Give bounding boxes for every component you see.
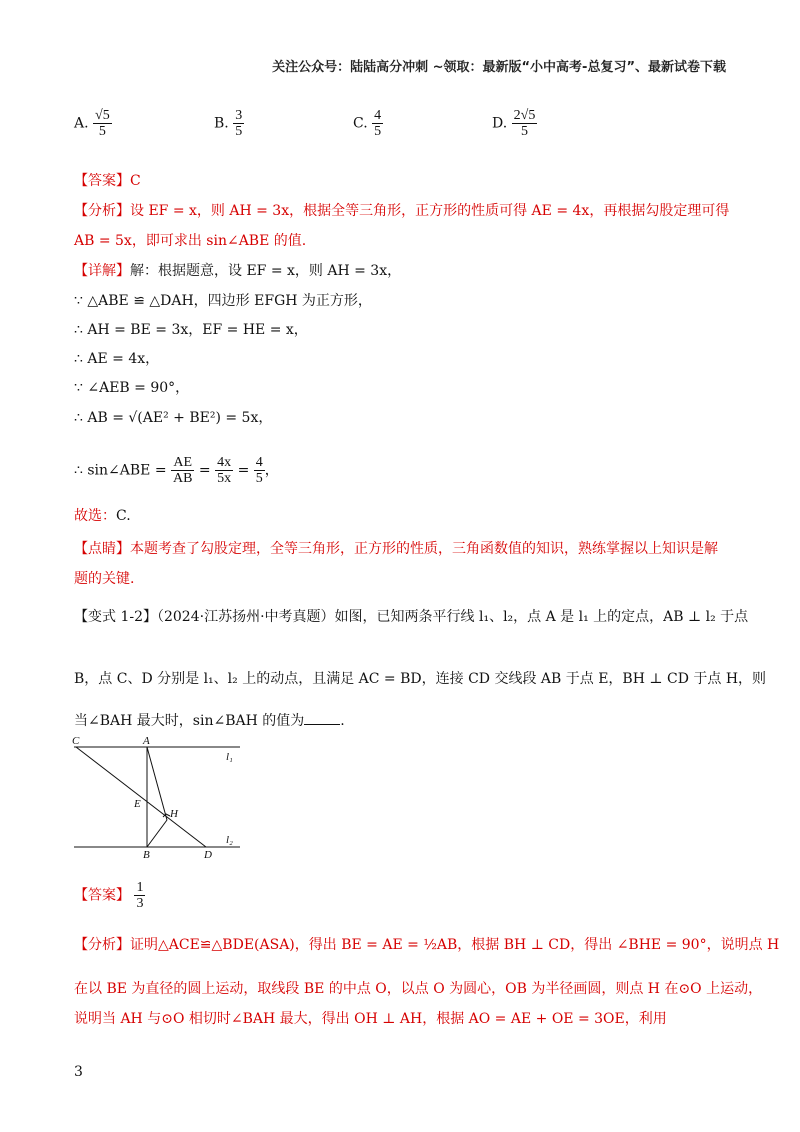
option-d-fraction <box>512 108 538 139</box>
variant-line-2: B，点 C、D 分别是 l₁、l₂ 上的动点，且满足 AC = BD，连接 CD 交线段 AB 于点 E，BH ⊥ CD 于点 H，则 <box>74 671 767 687</box>
option-c-num: 4 <box>374 108 382 123</box>
detail-text: 解：根据题意，设 EF = x，则 AH = 3x， <box>130 263 402 279</box>
choose-value: C. <box>116 508 131 524</box>
analysis-2-line-2: 在以 BE 为直径的圆上运动，取线段 BE 的中点 O，以点 O 为圆心，OB 为半径画圆，则点 H 在⊙O 上运动， <box>74 981 763 997</box>
step-4: ∵ ∠AEB = 90°， <box>74 380 190 396</box>
option-b <box>214 108 244 139</box>
label-h: H <box>170 808 178 820</box>
page-header: 关注公众号：陆陆高分冲刺 ~领取：最新版“小中高考-总复习”、最新试卷下载 <box>272 60 726 75</box>
step-6-f3-den: 5 <box>255 471 263 486</box>
choose-label: 故选： <box>74 508 116 524</box>
answer-2-den: 3 <box>136 896 144 911</box>
label-d: D <box>204 849 212 860</box>
analysis-2-line-3: 说明当 AH 与⊙O 相切时∠BAH 最大，得出 OH ⊥ AH，根据 AO = AE + OE = 3OE，利用 <box>74 1011 667 1027</box>
option-a <box>74 108 112 139</box>
detail-label: 【详解】 <box>74 263 130 279</box>
option-a-fraction <box>93 108 112 139</box>
analysis-1-line-1: 【分析】设 EF = x，则 AH = 3x，根据全等三角形，正方形的性质可得 AE = 4x，再根据勾股定理可得 <box>74 203 730 219</box>
variant-line-3-text: 当∠BAH 最大时，sin∠BAH 的值为 <box>74 713 305 729</box>
label-c: C <box>72 735 80 747</box>
step-6: ∴ sin∠ABE = $\frac{AE}{AB}$ = $\frac{4x}{5x}$ = $\frac{4}{5}$ ， <box>74 455 279 486</box>
step-6-f1-den: AB <box>173 471 193 486</box>
option-d-letter: D. <box>492 115 508 132</box>
step-3: ∴ AE = 4x， <box>74 351 160 367</box>
step-6-f3-num: 4 <box>255 455 263 470</box>
analysis-2-line-1: 【分析】证明△ACE≌△BDE(ASA)，得出 BE = AE = ½AB，根据 BH ⊥ CD，得出 ∠BHE = 90°，说明点 H <box>74 937 780 953</box>
segment-bh <box>147 820 167 847</box>
step-6-f2-num: 4x <box>217 455 232 470</box>
label-b: B <box>143 849 150 860</box>
step-6-fraction-2 <box>215 455 233 486</box>
detail-line <box>74 260 401 280</box>
option-c-fraction <box>372 108 383 139</box>
page-number: 3 <box>74 1064 83 1080</box>
comment-line-2: 题的关键. <box>74 571 135 587</box>
label-a: A <box>143 735 150 747</box>
option-d <box>492 108 537 139</box>
step-6-fraction-3 <box>254 455 265 486</box>
option-b-letter: B. <box>214 115 229 132</box>
segment-cd <box>76 747 206 847</box>
choose-line <box>74 505 131 525</box>
answer-2 <box>74 880 145 911</box>
variant-line-3-end: . <box>340 713 345 729</box>
option-d-den: 5 <box>520 124 528 139</box>
answer-2-fraction <box>134 880 145 911</box>
label-e: E <box>134 798 141 810</box>
analysis-1-line-2: AB = 5x，即可求出 sin∠ABE 的值. <box>74 233 307 249</box>
answer-blank <box>304 724 340 725</box>
option-a-den: 5 <box>98 124 106 139</box>
step-6-f1-num: AE <box>171 455 194 471</box>
step-5: ∴ AB = √(AE² + BE²) = 5x， <box>74 410 273 426</box>
option-b-num: 3 <box>235 108 243 123</box>
option-c <box>353 108 383 139</box>
option-b-fraction <box>233 108 244 139</box>
answer-2-label: 【答案】 <box>74 887 130 904</box>
option-c-letter: C. <box>353 115 368 132</box>
geometry-figure <box>70 735 250 860</box>
option-c-den: 5 <box>374 124 382 139</box>
option-d-num: 2√5 <box>513 108 536 123</box>
label-l2: l₂ <box>226 834 233 846</box>
option-b-den: 5 <box>235 124 243 139</box>
option-a-num: √5 <box>95 108 110 123</box>
step-1: ∵ △ABE ≌ △DAH，四边形 EFGH 为正方形， <box>74 293 372 309</box>
answer-1: 【答案】C <box>74 173 141 189</box>
variant-line-3 <box>74 710 345 730</box>
comment-line-1: 【点睛】本题考查了勾股定理，全等三角形，正方形的性质，三角函数值的知识，熟练掌握以上知识是解 <box>74 541 718 557</box>
step-6-prefix: ∴ sin∠ABE = <box>74 462 167 479</box>
step-6-fraction-1 <box>171 455 194 486</box>
step-6-f2-den: 5x <box>217 471 232 486</box>
answer-2-num: 1 <box>136 880 144 895</box>
variant-line-1: 【变式 1-2】（2024·江苏扬州·中考真题）如图，已知两条平行线 l₁、l₂，点 A 是 l₁ 上的定点，AB ⊥ l₂ 于点 <box>74 609 749 625</box>
label-l1: l₁ <box>226 751 233 763</box>
step-2: ∴ AH = BE = 3x，EF = HE = x， <box>74 322 308 338</box>
option-a-letter: A. <box>74 115 89 132</box>
